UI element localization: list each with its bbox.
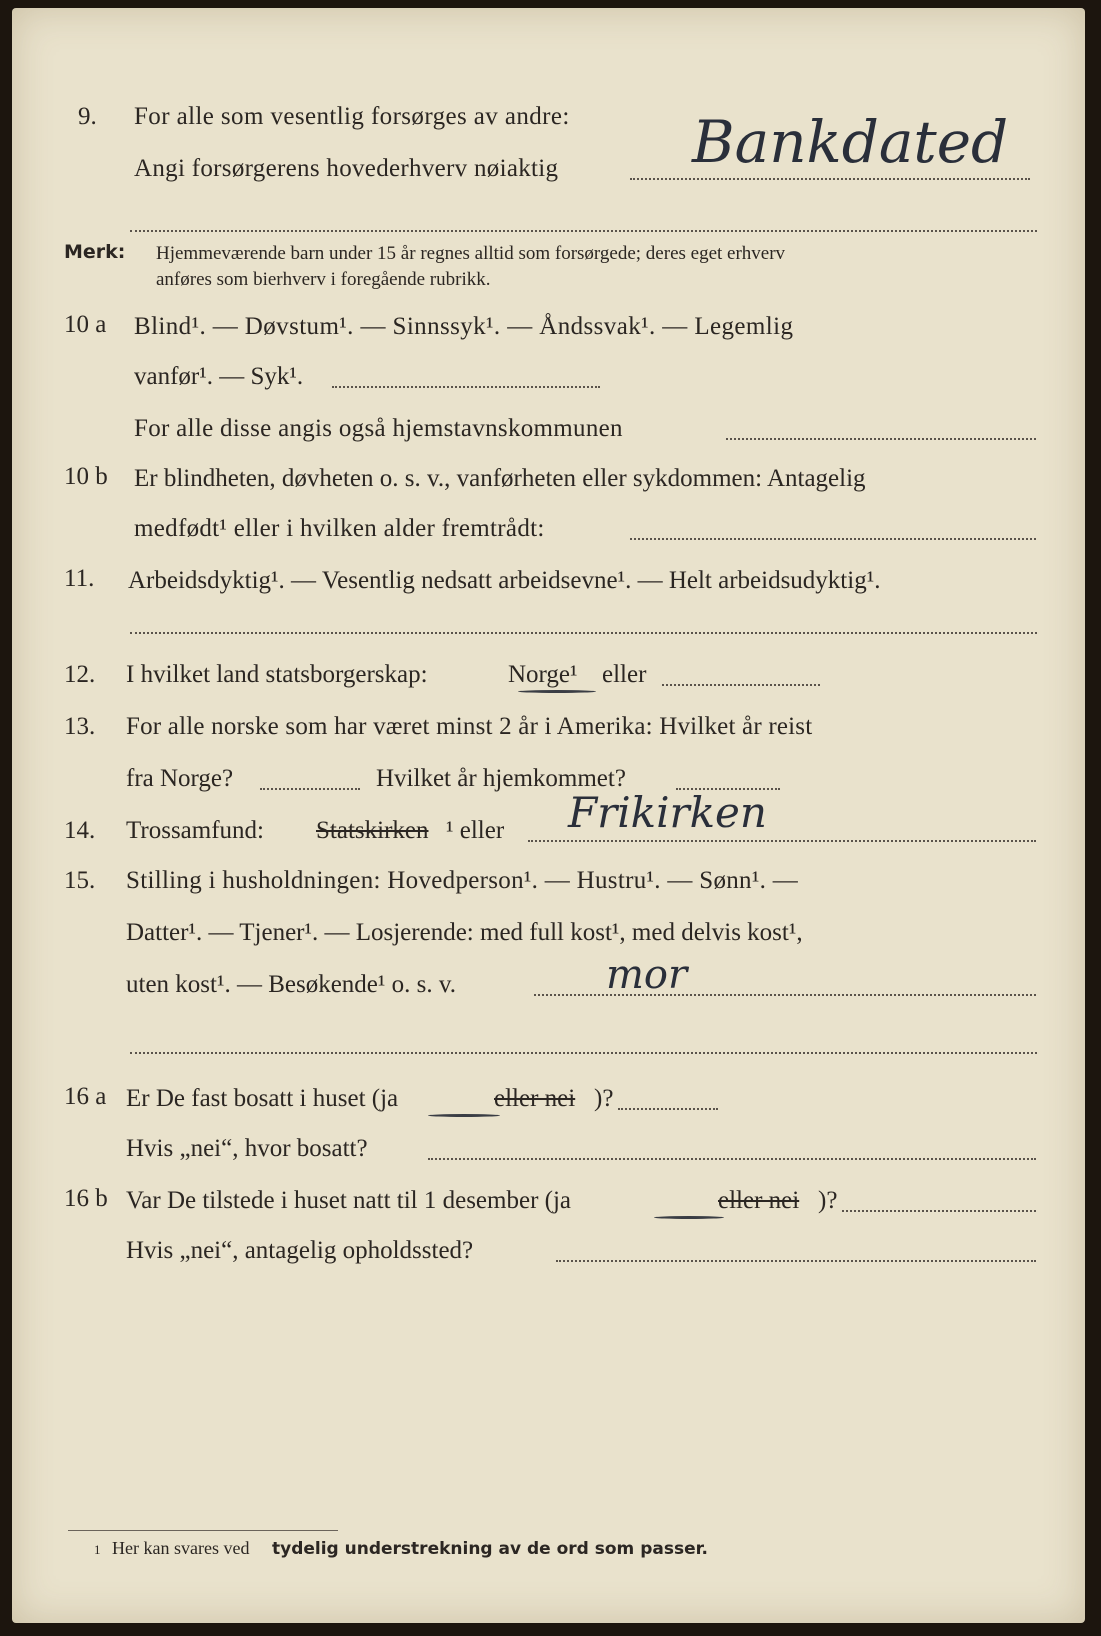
q13-number: 13. <box>64 713 96 740</box>
q9-line1: For alle som vesentlig forsørges av andre: <box>134 103 570 130</box>
q14-number: 14. <box>64 817 96 844</box>
census-form-page <box>12 8 1085 1623</box>
q16a-line2: Hvis „nei“, hvor bosatt? <box>126 1135 368 1162</box>
q15-extra-line[interactable] <box>130 1052 1037 1054</box>
q13-line2b: Hvilket år hjemkommet? <box>376 765 626 792</box>
q15-handwritten-answer: mor <box>606 952 688 998</box>
q11-number: 11. <box>64 565 95 592</box>
q12-prefix: I hvilket land statsborgerskap: <box>126 661 428 688</box>
q12-norge-option[interactable]: Norge¹ <box>508 661 578 688</box>
q16b-ja-underline <box>654 1216 724 1219</box>
q12-eller: eller <box>602 661 647 688</box>
merk-line1: Hjemmeværende barn under 15 år regnes alltid som forsørgede; deres eget erhverv <box>156 243 786 264</box>
q9-handwritten-answer: Bankdated <box>692 108 1009 176</box>
q13-reist-line[interactable] <box>260 788 360 790</box>
q15-line3: uten kost¹. — Besøkende¹ o. s. v. <box>126 971 457 998</box>
q16b-opholdssted-line[interactable] <box>556 1260 1036 1262</box>
footnote-rule <box>68 1530 338 1531</box>
q10a-hjemstavn-line[interactable] <box>726 438 1036 440</box>
merk-label: Merk: <box>64 241 126 263</box>
q16a-number: 16 a <box>64 1083 107 1110</box>
q16a-close: )? <box>594 1085 614 1112</box>
q10b-line1: Er blindheten, døvheten o. s. v., vanførheten eller sykdommen: Antagelig <box>134 465 866 492</box>
q10a-line1: Blind¹. — Døvstum¹. — Sinnssyk¹. — Åndssvak¹. — Legemlig <box>134 313 794 340</box>
q12-other-country-line[interactable] <box>662 684 820 686</box>
q16b-number: 16 b <box>64 1185 108 1212</box>
q13-line1: For alle norske som har været minst 2 år i Amerika: Hvilket år reist <box>126 713 813 740</box>
q15-number: 15. <box>64 867 96 894</box>
q10a-line2: vanfør¹. — Syk¹. <box>134 363 304 390</box>
q16a-bosatt-line[interactable] <box>428 1158 1036 1160</box>
footnote-mark: 1 <box>94 1542 101 1557</box>
q10a-number: 10 a <box>64 311 107 338</box>
q12-number: 12. <box>64 661 96 688</box>
q9-answer-line[interactable] <box>630 178 1030 180</box>
q12-norge-underline <box>518 690 596 693</box>
merk-line2: anføres som bierhverv i foregående rubrikk. <box>156 269 491 290</box>
q10b-answer-line[interactable] <box>630 538 1036 540</box>
q15-line1: Stilling i husholdningen: Hovedperson¹. — Hustru¹. — Sønn¹. — <box>126 867 799 894</box>
q9-line2: Angi forsørgerens hovederhverv nøiaktig <box>134 155 559 182</box>
q16a-ja-underline <box>428 1114 500 1117</box>
q14-statskirken-struck: Statskirken <box>316 817 429 844</box>
q9-extra-line[interactable] <box>130 230 1037 232</box>
q15-line2: Datter¹. — Tjener¹. — Losjerende: med full kost¹, med delvis kost¹, <box>126 919 803 946</box>
q9-number: 9. <box>78 103 97 130</box>
q14-eller: ¹ eller <box>446 817 505 844</box>
q16b-struck: eller nei <box>718 1187 800 1214</box>
q10b-line2: medfødt¹ eller i hvilken alder fremtrådt: <box>134 515 545 542</box>
q11-answer-line[interactable] <box>130 632 1037 634</box>
q16b-line1a: Var De tilstede i huset natt til 1 desember (ja <box>126 1187 572 1214</box>
q10a-syk-line[interactable] <box>332 386 600 388</box>
q14-answer-line[interactable] <box>528 840 1036 842</box>
q10b-number: 10 b <box>64 463 108 490</box>
q16b-line2: Hvis „nei“, antagelig opholdssted? <box>126 1237 474 1264</box>
q10a-line3: For alle disse angis også hjemstavnskommunen <box>134 415 623 442</box>
q14-prefix: Trossamfund: <box>126 817 264 844</box>
q16a-struck: eller nei <box>494 1085 576 1112</box>
q16b-close: )? <box>818 1187 838 1214</box>
q13-line2a: fra Norge? <box>126 765 234 792</box>
q16a-answer-line[interactable] <box>618 1108 718 1110</box>
q14-handwritten-answer: Frikirken <box>568 788 767 837</box>
q16b-answer-line[interactable] <box>842 1210 1036 1212</box>
q11-line1: Arbeidsdyktig¹. — Vesentlig nedsatt arbeidsevne¹. — Helt arbeidsudyktig¹. <box>128 567 881 594</box>
footnote-text-b: tydelig understrekning av de ord som passer. <box>272 1539 709 1559</box>
q16a-line1a: Er De fast bosatt i huset (ja <box>126 1085 399 1112</box>
footnote-text-a: Her kan svares ved <box>112 1538 250 1558</box>
